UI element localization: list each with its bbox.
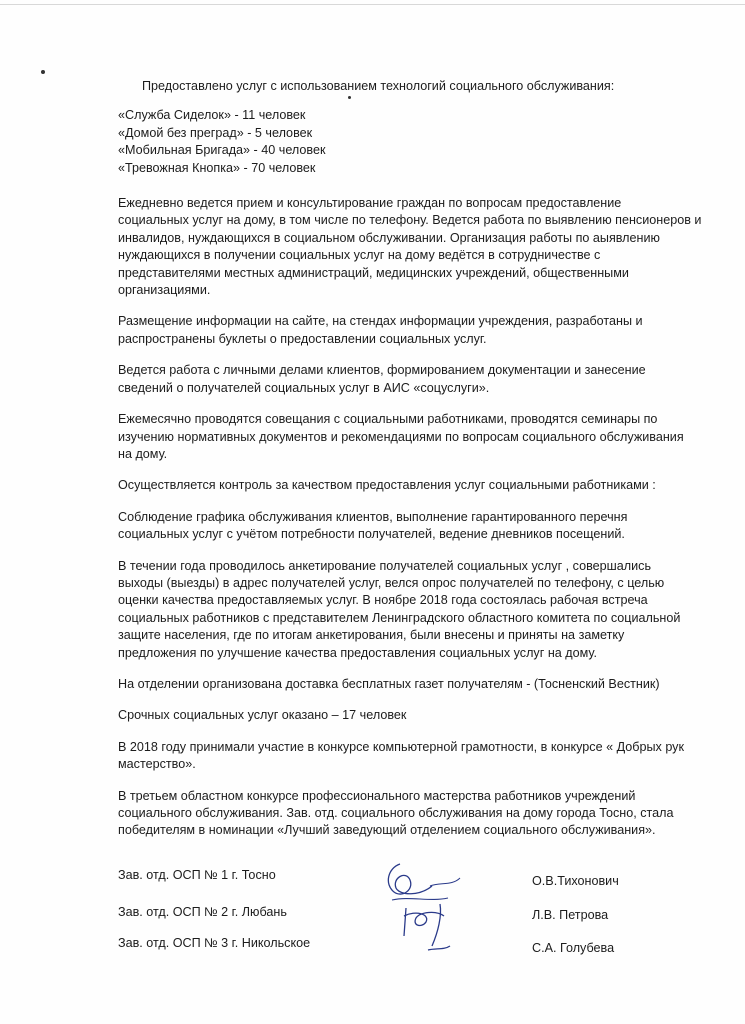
text-line: В 2018 году принимали участие в конкурсе компьютерной грамотности, в конкурсе « Добрых рук [118,739,684,754]
intro-line: Предоставлено услуг с использованием технологий социального обслуживания: [142,79,615,93]
signatory-name-1: О.В.Тихонович [532,874,619,888]
text-line: Ведется работа с личными делами клиентов, формированием документации и занесение [118,363,646,378]
text-line: представителями местных администраций, медицинских учреждений, общественными [118,265,629,280]
text-line: Срочных социальных услуг оказано – 17 человек [118,708,407,723]
paragraph-award [118,788,703,840]
text-line: мастерство». [118,757,196,772]
text-line: оценки качества предоставляемых услуг. В ноябре 2018 года состоялась рабочая встреча [118,593,648,608]
text-line: социальных услуг на дому, в том числе по телефону. Ведется работа по выявлению пенсионеров и [118,213,702,228]
service-item: «Тревожная Кнопка» - 70 человек [118,160,316,175]
paragraph-records [118,362,703,397]
text-line: Ежемесячно проводятся совещания с социальными работниками, проводятся семинары по [118,412,658,427]
text-line: выходы (выезды) в адрес получателей услуг, велся опрос получателей по телефону, с целью [118,575,665,590]
text-line: на дому. [118,446,168,461]
scan-edge [0,4,745,5]
text-line: социальных услуг с учётом потребности получателей, ведение дневников посещений. [118,527,625,542]
service-item: «Домой без преград» - 5 человек [118,125,313,140]
text-line: На отделении организована доставка бесплатных газет получателям - (Тосненский Вестник) [118,676,660,691]
text-line: защите населения, где по итогам анкетирования, были внесены и приняты на заметку [118,628,625,643]
text-line: Ежедневно ведется прием и консультирование граждан по вопросам предоставление [118,196,622,211]
paragraph-survey [118,558,703,662]
signatory-name-2: Л.В. Петрова [532,908,609,922]
document-body [118,78,703,840]
signatory-position-1: Зав. отд. ОСП № 1 г. Тосно [118,868,276,882]
handwritten-signatures [370,856,480,956]
signatory-name-3: С.А. Голубева [532,941,615,955]
text-line: организациями. [118,283,211,298]
signatory-position-3: Зав. отд. ОСП № 3 г. Никольское [118,936,311,950]
text-line: сведений о получателей социальных услуг в АИС «соцуслуги». [118,380,490,395]
paragraph-urgent [118,707,703,724]
paragraph-contests [118,739,703,774]
text-line: изучению нормативных документов и рекомендациями по вопросам социального обслуживания [118,429,684,444]
text-line: Размещение информации на сайте, на стендах информации учреждения, разработаны и [118,314,643,329]
text-line: В течении года проводилось анкетирование получателей социальных услуг , совершались [118,558,652,573]
text-line: Осуществляется контроль за качеством предоставления услуг социальными работниками : [118,478,656,493]
text-line: нуждающихся в получении социальных услуг на дому ведётся в сотрудничестве с [118,248,601,263]
text-line: распространены буклеты о предоставлении социальных услуг. [118,331,487,346]
text-line: социального обслуживания. Зав. отд. социального обслуживания на дому города Тосно, стала [118,806,674,820]
text-line: предложения по улучшение качества предоставления социальных услуг на дому. [118,645,597,660]
text-line: победителям в номинации «Лучший заведующий отделением социального обслуживания». [118,823,656,838]
services-list [118,107,703,177]
text-line: инвалидов, нуждающихся в социальном обслуживании. Организация работы по аыявлению [118,230,660,245]
intro-paragraph [142,78,703,95]
paragraph-newspapers [118,676,703,693]
service-item: «Мобильная Бригада» - 40 человек [118,143,326,158]
signatory-position-2: Зав. отд. ОСП № 2 г. Любань [118,905,287,919]
paragraph-information [118,313,703,348]
paragraph-meetings [118,411,703,463]
service-item: «Служба Сиделок» - 11 человек [118,108,306,123]
paragraph-schedule [118,509,703,544]
text-line: социальных работников с представителем Ленинградского областного комитета по социальной [118,610,681,625]
text-line: В третьем областном конкурсе профессионального мастерства работников учреждений [118,788,636,803]
paragraph-control [118,477,703,494]
scan-speck [41,70,45,74]
text-line: Соблюдение графика обслуживания клиентов, выполнение гарантированного перечня [118,509,628,524]
paragraph-consulting [118,195,703,299]
